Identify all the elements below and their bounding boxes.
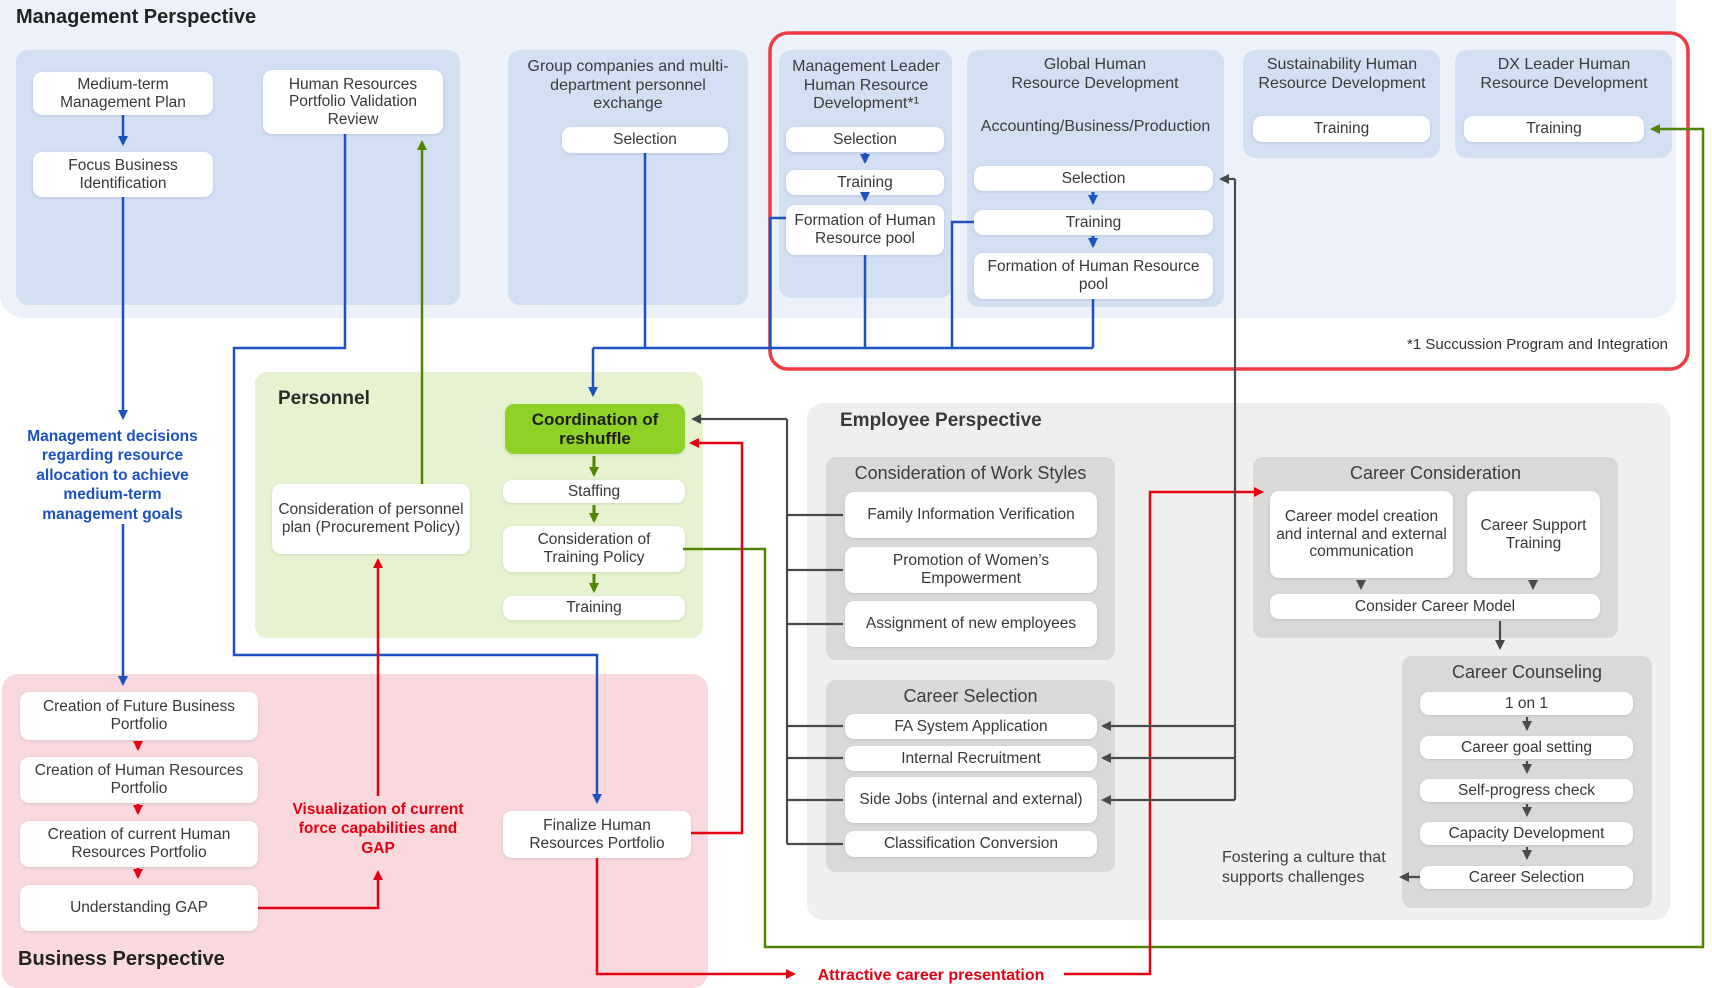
node-leader-training: Training (786, 170, 944, 195)
management-decision-note: Management decisions regarding resource allocation to achieve medium-term management goals (27, 428, 198, 523)
node-finalize-portfolio: Finalize Human Resources Portfolio (503, 811, 691, 858)
node-career-goal-setting: Career goal setting (1420, 736, 1633, 759)
node-new-employees: Assignment of new employees (845, 601, 1097, 647)
personnel-title: Personnel (278, 388, 370, 409)
global-hr-title: Global Human Resource Development (1011, 56, 1179, 92)
node-personnel-training: Training (503, 596, 685, 620)
node-coordination-reshuffle: Coordination of reshuffle (505, 404, 685, 454)
node-leader-formation: Formation of Human Resource pool (786, 205, 944, 255)
node-family-info: Family Information Verification (845, 492, 1097, 538)
node-personnel-plan: Consideration of personnel plan (Procurement Policy) (272, 484, 470, 554)
succession-footnote: *1 Succussion Program and Integration (1407, 336, 1668, 353)
business-perspective-title: Business Perspective (18, 948, 225, 970)
employee-perspective-title: Employee Perspective (840, 410, 1042, 431)
node-leader-selection: Selection (786, 127, 944, 152)
sustainability-title: Sustainability Human Resource Development (1258, 56, 1426, 92)
career-consideration-title: Career Consideration (1349, 463, 1522, 483)
node-training-policy: Consideration of Training Policy (503, 526, 685, 572)
node-women-empowerment: Promotion of Women’s Empowerment (845, 547, 1097, 593)
node-sustainability-training: Training (1253, 116, 1430, 142)
attractive-career-note: Attractive career presentation (817, 967, 1045, 984)
career-selection-title: Career Selection (903, 686, 1038, 706)
node-global-training: Training (974, 210, 1213, 235)
node-focus-business: Focus Business Identification (33, 152, 213, 197)
node-global-selection: Selection (974, 166, 1213, 191)
node-internal-recruitment: Internal Recruitment (845, 746, 1097, 771)
node-future-portfolio: Creation of Future Business Portfolio (20, 692, 258, 740)
node-staffing: Staffing (503, 480, 685, 503)
dx-leader-title: DX Leader Human Resource Development (1480, 56, 1648, 92)
node-capacity-development: Capacity Development (1420, 822, 1633, 845)
global-hr-subtitle: Accounting/Business/Production (980, 118, 1211, 135)
visualization-gap-note: Visualization of current force capabilities and GAP (292, 801, 464, 857)
node-career-selection-step: Career Selection (1420, 866, 1633, 889)
management-perspective-title: Management Perspective (16, 6, 257, 28)
node-career-model-creation: Career model creation and internal and external communication (1270, 491, 1453, 578)
node-medium-term-plan: Medium-term Management Plan (33, 72, 213, 115)
node-current-hr-portfolio: Creation of current Human Resources Portfolio (20, 821, 258, 867)
fostering-culture-note: Fostering a culture that supports challenges (1222, 849, 1386, 886)
node-group-selection: Selection (562, 127, 728, 153)
work-styles-title: Consideration of Work Styles (854, 463, 1087, 483)
node-consider-career-model: Consider Career Model (1270, 594, 1600, 619)
group-exchange-title: Group companies and multi-department personnel exchange (527, 58, 729, 113)
node-global-formation: Formation of Human Resource pool (974, 253, 1213, 299)
node-understanding-gap: Understanding GAP (20, 885, 258, 931)
node-self-progress-check: Self-progress check (1420, 779, 1633, 802)
node-hr-portfolio-validation: Human Resources Portfolio Validation Review (263, 70, 443, 134)
career-counseling-title: Career Counseling (1451, 662, 1603, 682)
node-classification-conversion: Classification Conversion (845, 831, 1097, 857)
node-career-support-training: Career Support Training (1467, 491, 1600, 578)
node-fa-system: FA System Application (845, 714, 1097, 739)
node-hr-portfolio: Creation of Human Resources Portfolio (20, 757, 258, 803)
node-dx-training: Training (1464, 116, 1644, 142)
node-one-on-one: 1 on 1 (1420, 692, 1633, 715)
node-side-jobs: Side Jobs (internal and external) (845, 777, 1097, 823)
management-leader-title: Management Leader Human Resource Development*¹ (792, 58, 940, 113)
